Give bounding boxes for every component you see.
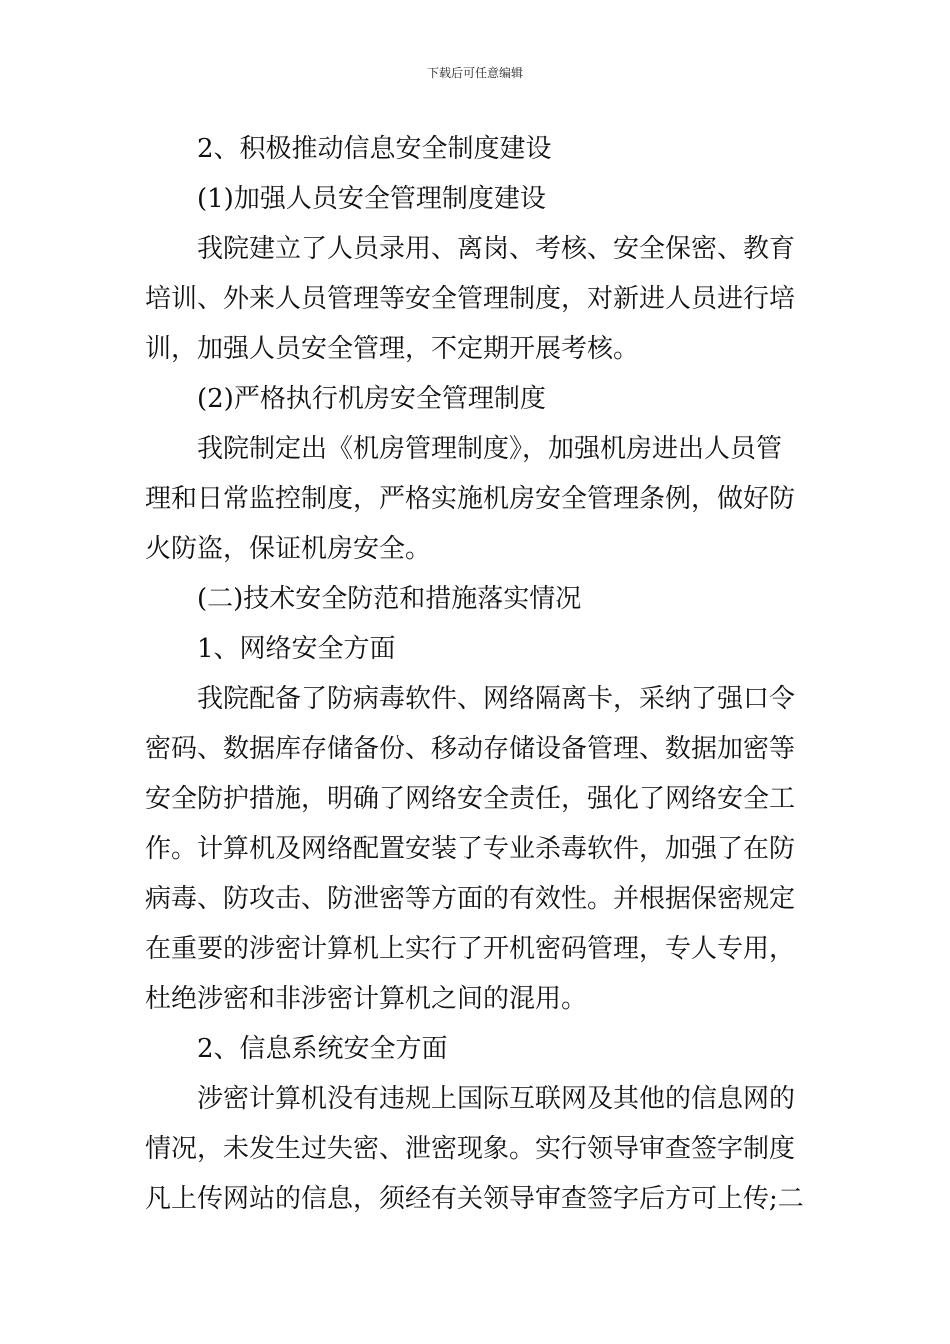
text-line: 作。计算机及网络配置安装了专业杀毒软件，加强了在防 xyxy=(145,834,796,864)
text-line: 密码、数据库存储备份、移动存储设备管理、数据加密等 xyxy=(145,734,796,764)
text-line: 火防盗，保证机房安全。 xyxy=(145,534,432,564)
text-line: 1、网络安全方面 xyxy=(197,634,396,664)
text-line: 涉密计算机没有违规上国际互联网及其他的信息网的 xyxy=(197,1084,796,1114)
text-line: 我院配备了防病毒软件、网络隔离卡，采纳了强口令 xyxy=(197,684,796,714)
page-header: 下载后可任意编辑 xyxy=(426,66,523,80)
text-line: 2、积极推动信息安全制度建设 xyxy=(197,134,552,164)
text-line: (二)技术安全防范和措施落实情况 xyxy=(197,584,582,614)
text-line: 安全防护措施，明确了网络安全责任，强化了网络安全工 xyxy=(145,784,796,814)
text-line: (1)加强人员安全管理制度建设 xyxy=(197,184,546,214)
text-line: 在重要的涉密计算机上实行了开机密码管理，专人专用， xyxy=(145,934,796,964)
text-line: 2、信息系统安全方面 xyxy=(197,1034,448,1064)
text-line: 凡上传网站的信息，须经有关领导审查签字后方可上传;二 xyxy=(145,1184,804,1214)
text-line: 病毒、防攻击、防泄密等方面的有效性。并根据保密规定 xyxy=(145,884,796,914)
text-line: 我院制定出《机房管理制度》，加强机房进出人员管 xyxy=(197,434,783,464)
text-line: 训，加强人员安全管理，不定期开展考核。 xyxy=(145,334,640,364)
document-body xyxy=(145,124,809,1224)
text-line: 杜绝涉密和非涉密计算机之间的混用。 xyxy=(145,984,588,1014)
text-line: 情况，未发生过失密、泄密现象。实行领导审查签字制度 xyxy=(145,1134,796,1164)
text-line: (2)严格执行机房安全管理制度 xyxy=(197,384,546,414)
text-line: 培训、外来人员管理等安全管理制度，对新进人员进行培 xyxy=(145,284,796,314)
text-line: 我院建立了人员录用、离岗、考核、安全保密、教育 xyxy=(197,234,796,264)
text-line: 理和日常监控制度，严格实施机房安全管理条例，做好防 xyxy=(145,484,796,514)
